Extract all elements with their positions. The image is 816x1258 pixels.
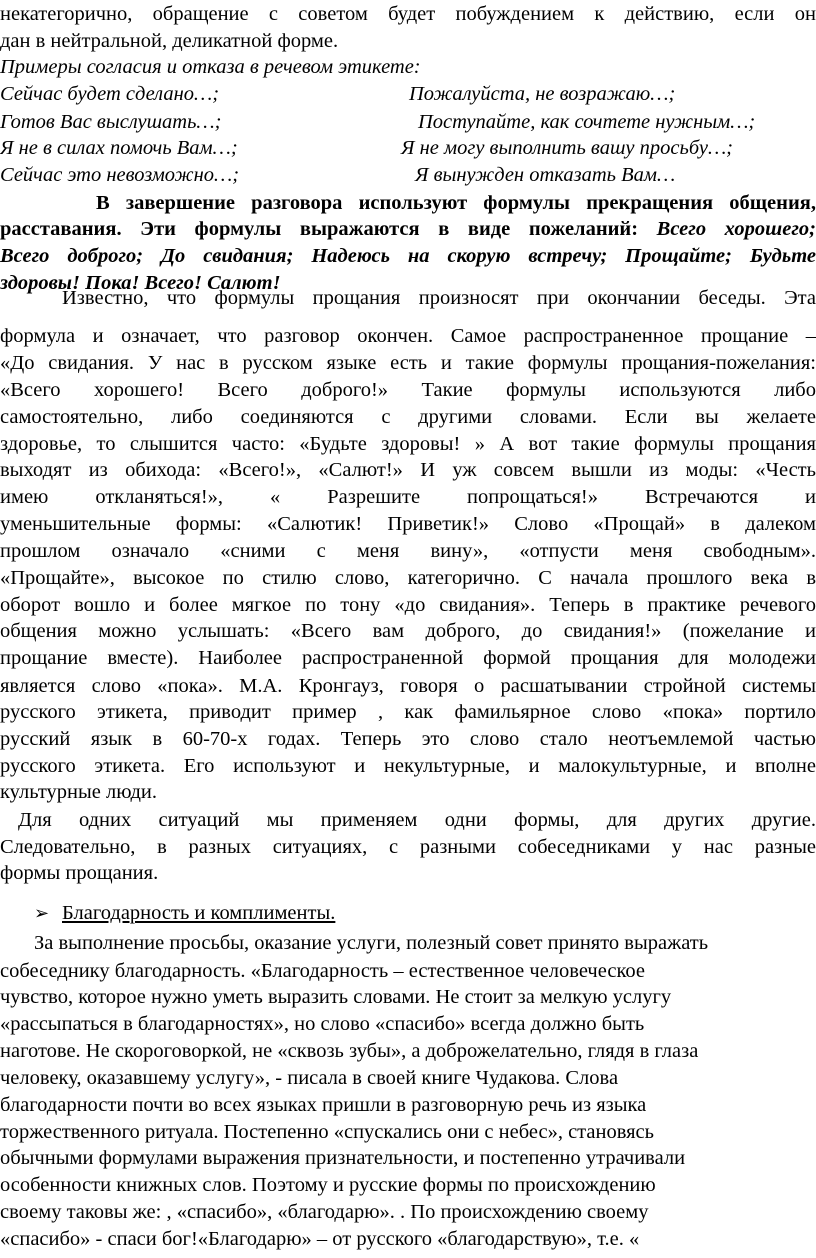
gratitude-line: благодарности почти во всех языках пришли в разговорную речь из языка [0, 1093, 647, 1116]
gratitude-line: собеседнику благодарность. «Благодарность – естественное человеческое [0, 959, 645, 982]
farewell-line: «Прощайте», высокое по стилю слово, категорично. С начала прошлого века в [0, 567, 816, 590]
example-agree: Сейчас будет сделано…; [0, 83, 220, 106]
gratitude-line: обычными формулами выражения признательности, и постепенно утрачивали [0, 1147, 686, 1170]
gratitude-line: особенности книжных слов. Поэтому и русские формы по происхождению [0, 1174, 656, 1196]
closing-line-1: В завершение разговора используют формулы прекращения общения, [96, 191, 816, 214]
farewell-line: имею откланяться!», « Разрешите попрощаться!» Встречаются и [0, 486, 816, 509]
example-refuse: Пожалуйста, не возражаю…; [409, 83, 676, 106]
closing-line-4: здоровы! Пока! Всего! Салют! [0, 271, 281, 294]
intro-line-1: некатегорично, обращение с советом будет побуждением к действию, если он [0, 3, 816, 25]
situations-line: формы прощания. [0, 862, 159, 885]
situations-line: Следовательно, в разных ситуациях, с разными собеседниками у нас разные [0, 835, 816, 858]
example-refuse: Я не могу выполнить вашу просьбу…; [401, 137, 734, 160]
farewell-line: прошлом означало «сними с меня вину», «отпусти меня свободным». [0, 540, 816, 563]
example-refuse: Поступайте, как сочтете нужным…; [418, 110, 756, 133]
example-refuse: Я вынужден отказать Вам… [415, 164, 676, 187]
farewell-line: самостоятельно, либо соединяются с другими словами. Если вы желаете [0, 406, 816, 429]
farewell-line: «Всего хорошего! Всего доброго!» Такие формулы используются либо [0, 379, 816, 402]
gratitude-line: своему таковы же: , «спасибо», «благодарю». . По происхождению своему [0, 1200, 649, 1223]
farewell-line: общения можно услышать: «Всего вам доброго, до свидания!» (пожелание и [0, 620, 816, 643]
farewell-line: выходят из обихода: «Всего!», «Салют!» И уж совсем вышли из моды: «Честь [0, 459, 816, 482]
example-agree: Я не в силах помочь Вам…; [0, 137, 238, 160]
closing-line-2-italic: Всего хорошего; [656, 218, 816, 241]
farewell-line: уменьшительные формы: «Салютик! Приветик!» Слово «Прощай» в далеком [0, 512, 816, 535]
arrow-bullet-icon: ➢ [34, 902, 50, 923]
closing-line-2-text: расставания. Эти формулы выражаются в виде пожеланий: [0, 218, 657, 241]
closing-line-3: Всего доброго; До свидания; Надеюсь на скорую встречу; Прощайте; Будьте [0, 245, 816, 267]
farewell-line: русского этикета, приводит пример , как фамильярное слово «пока» портило [0, 701, 816, 724]
farewell-line: русский язык в 60-70-х годах. Теперь это слово стало неотъемлемой частью [0, 728, 816, 751]
gratitude-line: человеку, оказавшему услугу», - писала в своей книге Чудакова. Слова [0, 1067, 619, 1090]
farewell-line: является слово «пока». М.А. Кронгауз, говоря о расшатывании стройной системы [0, 674, 816, 697]
gratitude-line: За выполнение просьбы, оказание услуги, полезный совет принято выражать [34, 931, 709, 954]
situations-line: Для одних ситуаций мы применяем одни формы, для других другие. [18, 809, 816, 832]
intro-line-2: дан в нейтральной, деликатной форме. [0, 29, 339, 52]
farewell-line: Известно, что формулы прощания произносят при окончании беседы. Эта [62, 286, 816, 309]
gratitude-line: торжественного ритуала. Постепенно «спускались они с небес», становясь [0, 1120, 654, 1143]
farewell-line: оборот вошло и более мягкое по тону «до свидания». Теперь в практике речевого [0, 593, 816, 616]
gratitude-line: наготове. Не скороговоркой, не «сквозь зубы», а доброжелательно, глядя в глаза [0, 1039, 699, 1062]
farewell-line: русского этикета. Его используют и некультурные, и малокультурные, и вполне [0, 754, 816, 777]
farewell-line: здоровье, то слышится часто: «Будьте здоровы! » А вот такие формулы прощания [0, 432, 816, 455]
closing-line-2 [0, 215, 816, 243]
examples-title: Примеры согласия и отказа в речевом этикете: [0, 56, 421, 79]
gratitude-line: «спасибо» - спаси бог!«Благодарю» – от русского «благодарствую», т.е. « [0, 1228, 640, 1251]
farewell-line: культурные люди. [0, 781, 158, 804]
example-agree: Готов Вас выслушать…; [0, 110, 222, 133]
example-agree: Сейчас это невозможно…; [0, 164, 240, 187]
farewell-line: прощание вместе). Наиболее распространенной формой прощания для молодежи [0, 647, 816, 670]
gratitude-line: чувство, которое нужно уметь выразить словами. Не стоит за мелкую услугу [0, 986, 672, 1009]
farewell-line: формула и означает, что разговор окончен. Самое распространенное прощание – [0, 325, 816, 348]
farewell-line: «До свидания. У нас в русском языке есть и такие формулы прощания-пожелания: [0, 351, 816, 374]
section-heading: Благодарность и комплименты. [62, 901, 336, 924]
gratitude-line: «рассыпаться в благодарностях», но слово «спасибо» всегда должно быть [0, 1012, 645, 1035]
